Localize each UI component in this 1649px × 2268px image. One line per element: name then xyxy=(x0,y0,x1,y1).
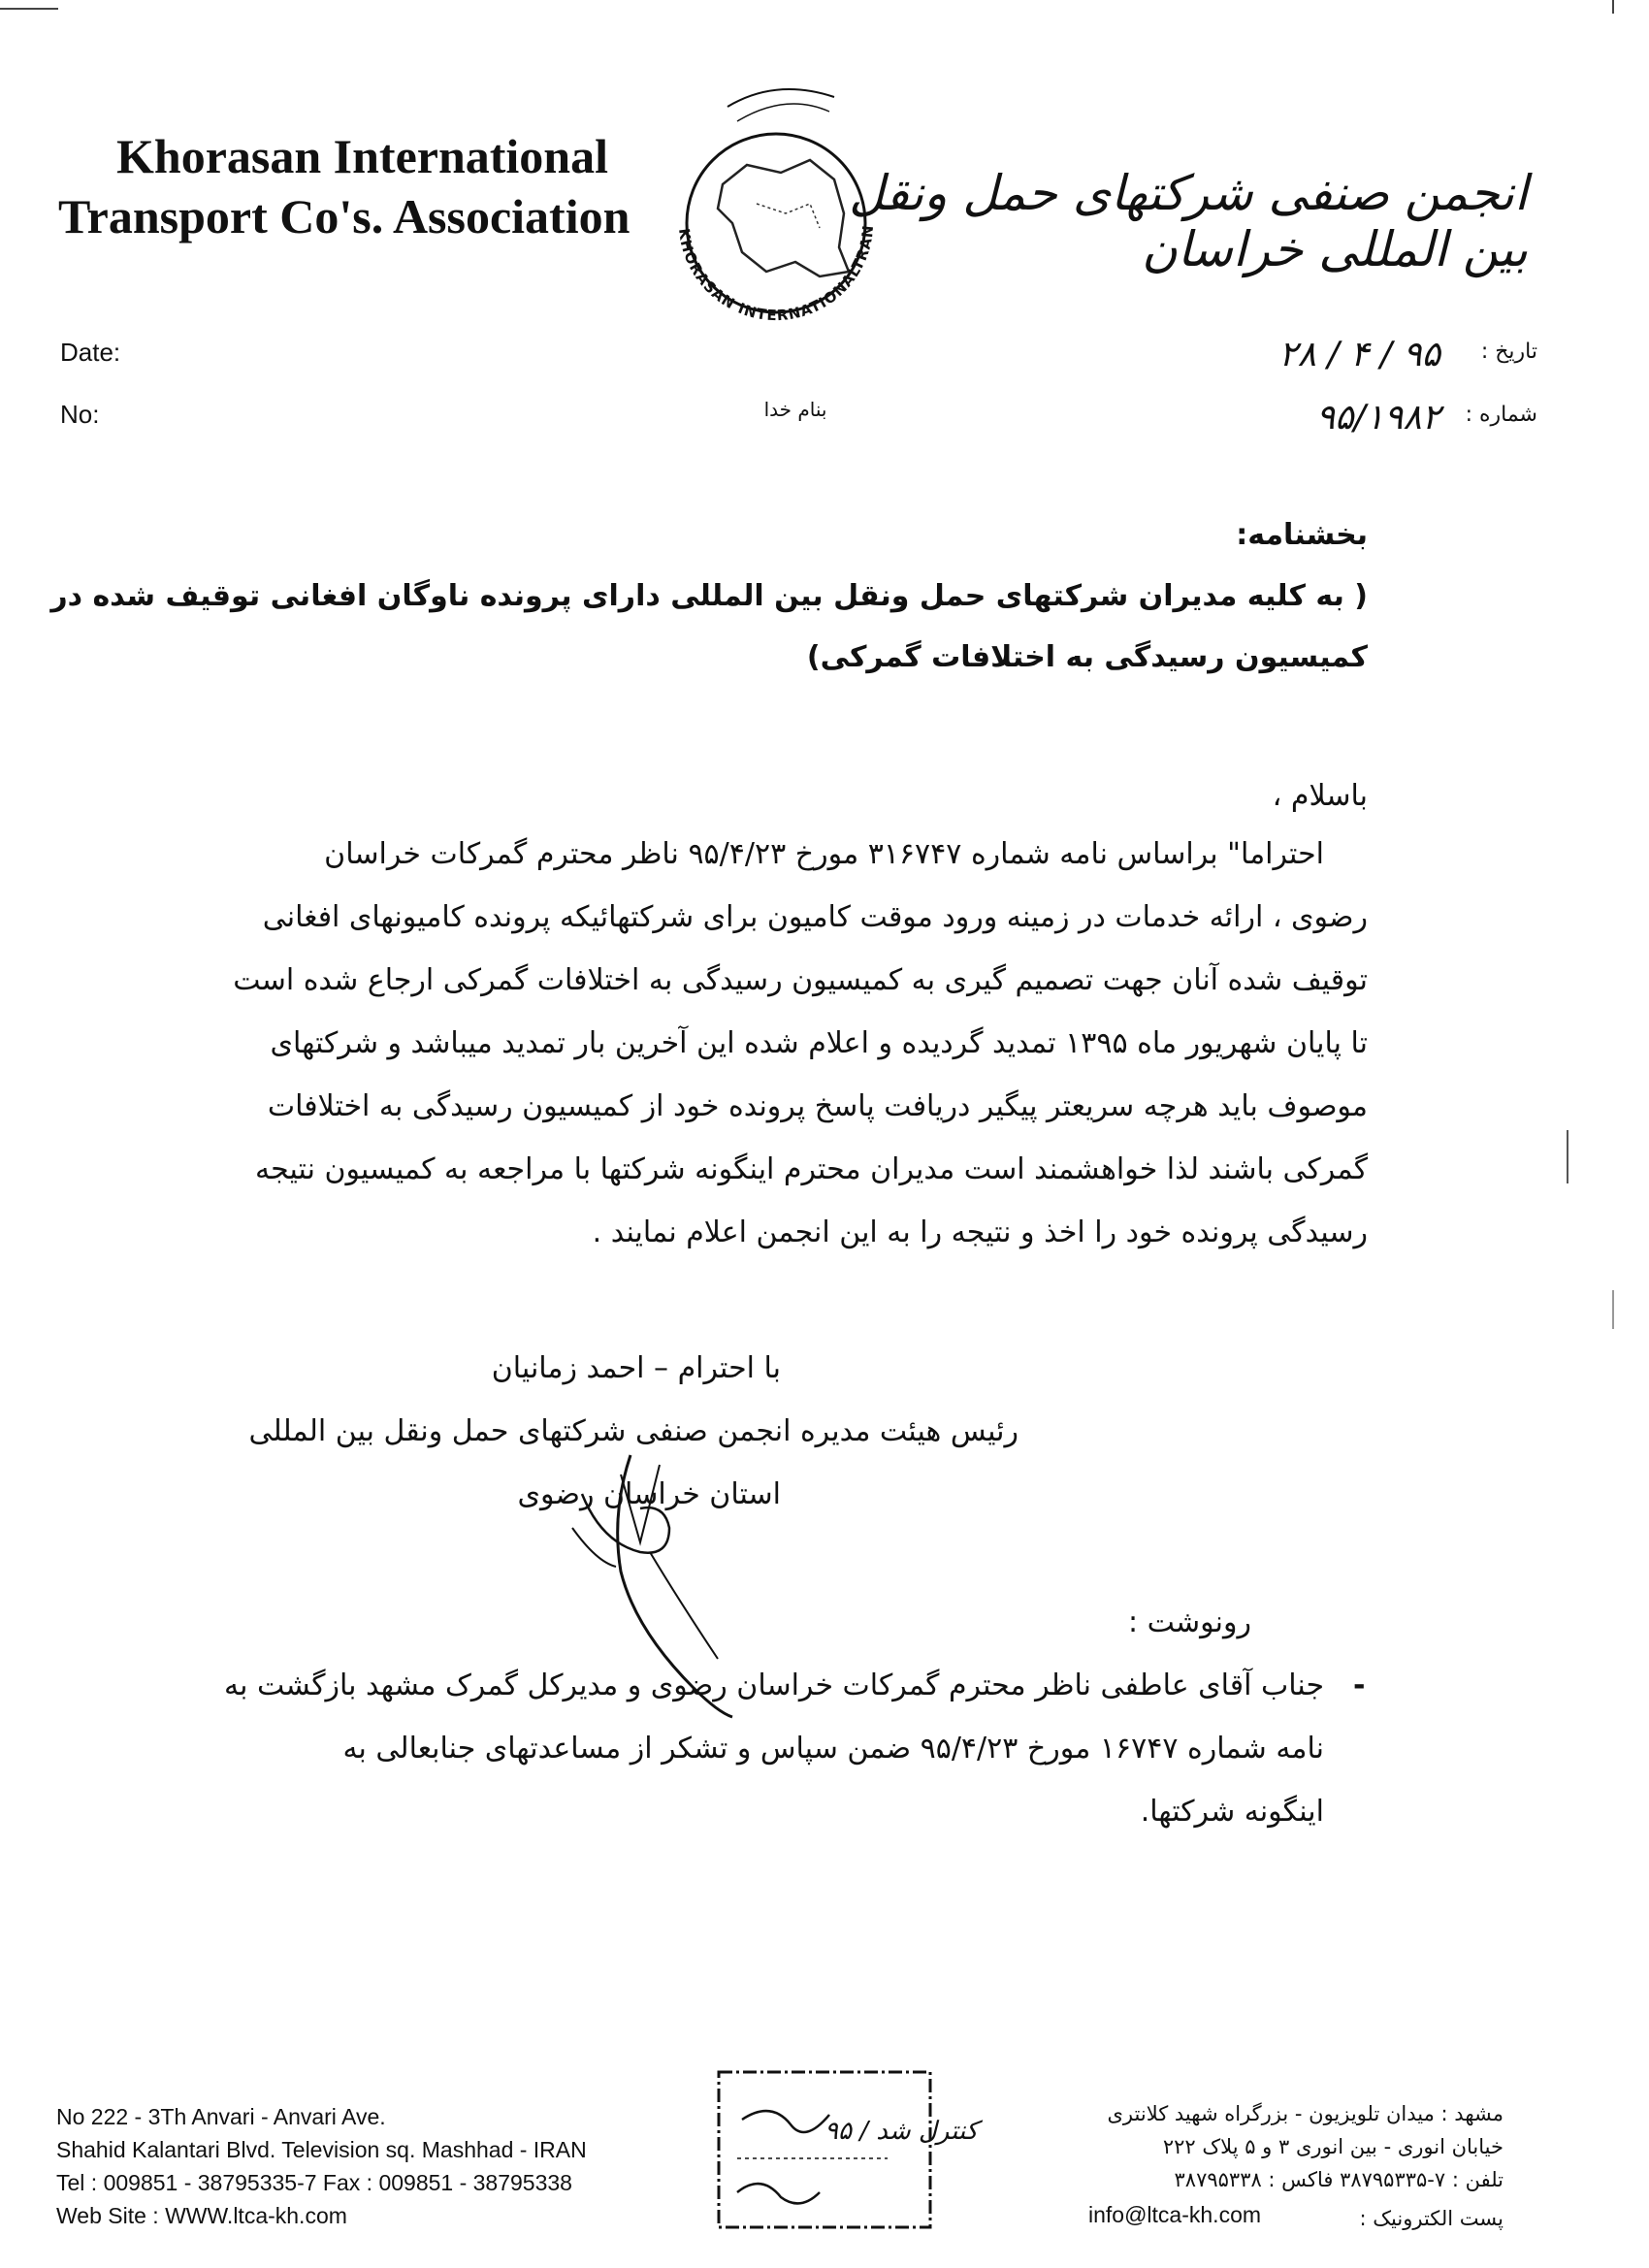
org-name-en-line2: Transport Co's. Association xyxy=(58,189,630,243)
footer-en-line-3: Tel : 009851 - 38795335-7 Fax : 009851 - 38795338 xyxy=(56,2170,572,2195)
body-paragraph xyxy=(209,823,1368,1264)
footer-fa-line-3: تلفن : ۷-۳۸۷۹۵۳۳۵ فاکس : ۳۸۷۹۵۳۳۸ xyxy=(1174,2168,1504,2191)
footer-email-label: پست الکترونیک : xyxy=(1359,2207,1504,2230)
cc-label: رونوشت : xyxy=(1127,1605,1251,1639)
signature-closing: با احترام – احمد زمانیان xyxy=(491,1351,781,1385)
no-label-fa: شماره : xyxy=(1465,403,1537,427)
body-line-1: احتراما" براساس نامه شماره ۳۱۶۷۴۷ مورخ ۹۵/۴/۲۳ ناظر محترم گمرکات خراسان xyxy=(324,837,1324,871)
org-name-en-line1: Khorasan International xyxy=(116,129,609,183)
cc-line-2: نامه شماره ۱۶۷۴۷ مورخ ۹۵/۴/۲۳ ضمن سپاس و تشکر از مساعدتهای جنابعالی به xyxy=(342,1732,1324,1766)
body-line-4: تا پایان شهریور ماه ۱۳۹۵ تمدید گردیده و اعلام شده این آخرین بار تمدید میباشد و شرکتهای xyxy=(270,1026,1368,1060)
footer-en-line-2: Shahid Kalantari Blvd. Television sq. Mashhad - IRAN xyxy=(56,2137,587,2162)
scan-margin-mark xyxy=(1567,1130,1568,1183)
date-label-fa: تاریخ : xyxy=(1480,340,1537,364)
svg-text:۹۵ / کنترل شد: ۹۵ / کنترل شد xyxy=(824,2117,979,2146)
footer-address-en xyxy=(56,2100,677,2232)
no-label-en: No: xyxy=(60,400,100,429)
date-label-en: Date: xyxy=(60,338,121,367)
subject-block xyxy=(50,504,1368,688)
scan-edge-line xyxy=(0,8,58,10)
footer-en-line-1: No 222 - 3Th Anvari - Anvari Ave. xyxy=(56,2104,386,2129)
body-line-6: گمرکی باشند لذا خواهشمند است مدیران محترم اینگونه شرکتها با مراجعه به کمیسیون نتیجه xyxy=(255,1152,1368,1186)
org-name-en xyxy=(58,126,630,246)
body-line-3: توقیف شده آنان جهت تصمیم گیری به کمیسیون رسیدگی به اختلافات گمرکی ارجاع شده است xyxy=(233,963,1368,997)
body-line-5: موصوف باید هرچه سریعتر پیگیر دریافت پاسخ پرونده خود از کمیسیون رسیدگی به اختلافات xyxy=(267,1089,1368,1123)
receipt-stamp xyxy=(713,2066,979,2236)
cc-bullet: - xyxy=(1353,1669,1366,1702)
letter-number-value: ۹۵/۱۹۸۲ xyxy=(1315,398,1440,437)
cc-line-1: جناب آقای عاطفی ناظر محترم گمرکات خراسان رضوی و مدیرکل گمرک مشهد بازگشت به xyxy=(224,1669,1324,1702)
cc-line-3: اینگونه شرکتها. xyxy=(1140,1795,1324,1829)
subject-label: بخشنامه: xyxy=(1236,518,1368,552)
body-line-2: رضوی ، ارائه خدمات در زمینه ورود موقت کامیون برای شرکتهائیکه پرونده کامیونهای افغانی xyxy=(262,900,1368,934)
date-value: ۹۵ / ۴ / ۲۸ xyxy=(1278,335,1440,374)
svg-text:KHORASAN INTERNATIONALTRANSPOR: KHORASAN INTERNATIONALTRAN xyxy=(675,223,878,325)
invocation-text: بنام خدا xyxy=(763,398,827,421)
signature-title: رئیس هیئت مدیره انجمن صنفی شرکتهای حمل ونقل بین المللی xyxy=(248,1414,1018,1448)
subject-line-2: کمیسیون رسیدگی به اختلافات گمرکی) xyxy=(806,640,1368,674)
scan-edge-line xyxy=(1612,0,1614,14)
footer-fa-line-1: مشهد : میدان تلویزیون - بزرگراه شهید کلانتری xyxy=(1107,2102,1504,2125)
greeting: باسلام ، xyxy=(1272,779,1368,813)
signature-province: استان خراسان رضوی xyxy=(517,1477,781,1511)
footer-email[interactable]: info@ltca-kh.com xyxy=(1088,2202,1262,2227)
org-name-fa: انجمن صنفی شرکتهای حمل ونقل بین المللی خراسان xyxy=(849,165,1528,277)
stamp-box-icon xyxy=(713,2066,979,2236)
scan-margin-mark xyxy=(1612,1290,1614,1329)
footer-en-line-4: Web Site : WWW.ltca-kh.com xyxy=(56,2203,347,2228)
footer-address-fa xyxy=(980,2097,1504,2196)
subject-line-1: ( به کلیه مدیران شرکتهای حمل ونقل بین المللی دارای پرونده ناوگان افغانی توقیف شده در xyxy=(50,579,1368,613)
body-line-7: رسیدگی پرونده خود را اخذ و نتیجه را به این انجمن اعلام نمایند . xyxy=(592,1215,1368,1249)
cc-block xyxy=(209,1654,1324,1843)
footer-fa-line-2: خیابان انوری - بین انوری ۳ و ۵ پلاک ۲۲۲ xyxy=(1162,2135,1504,2158)
